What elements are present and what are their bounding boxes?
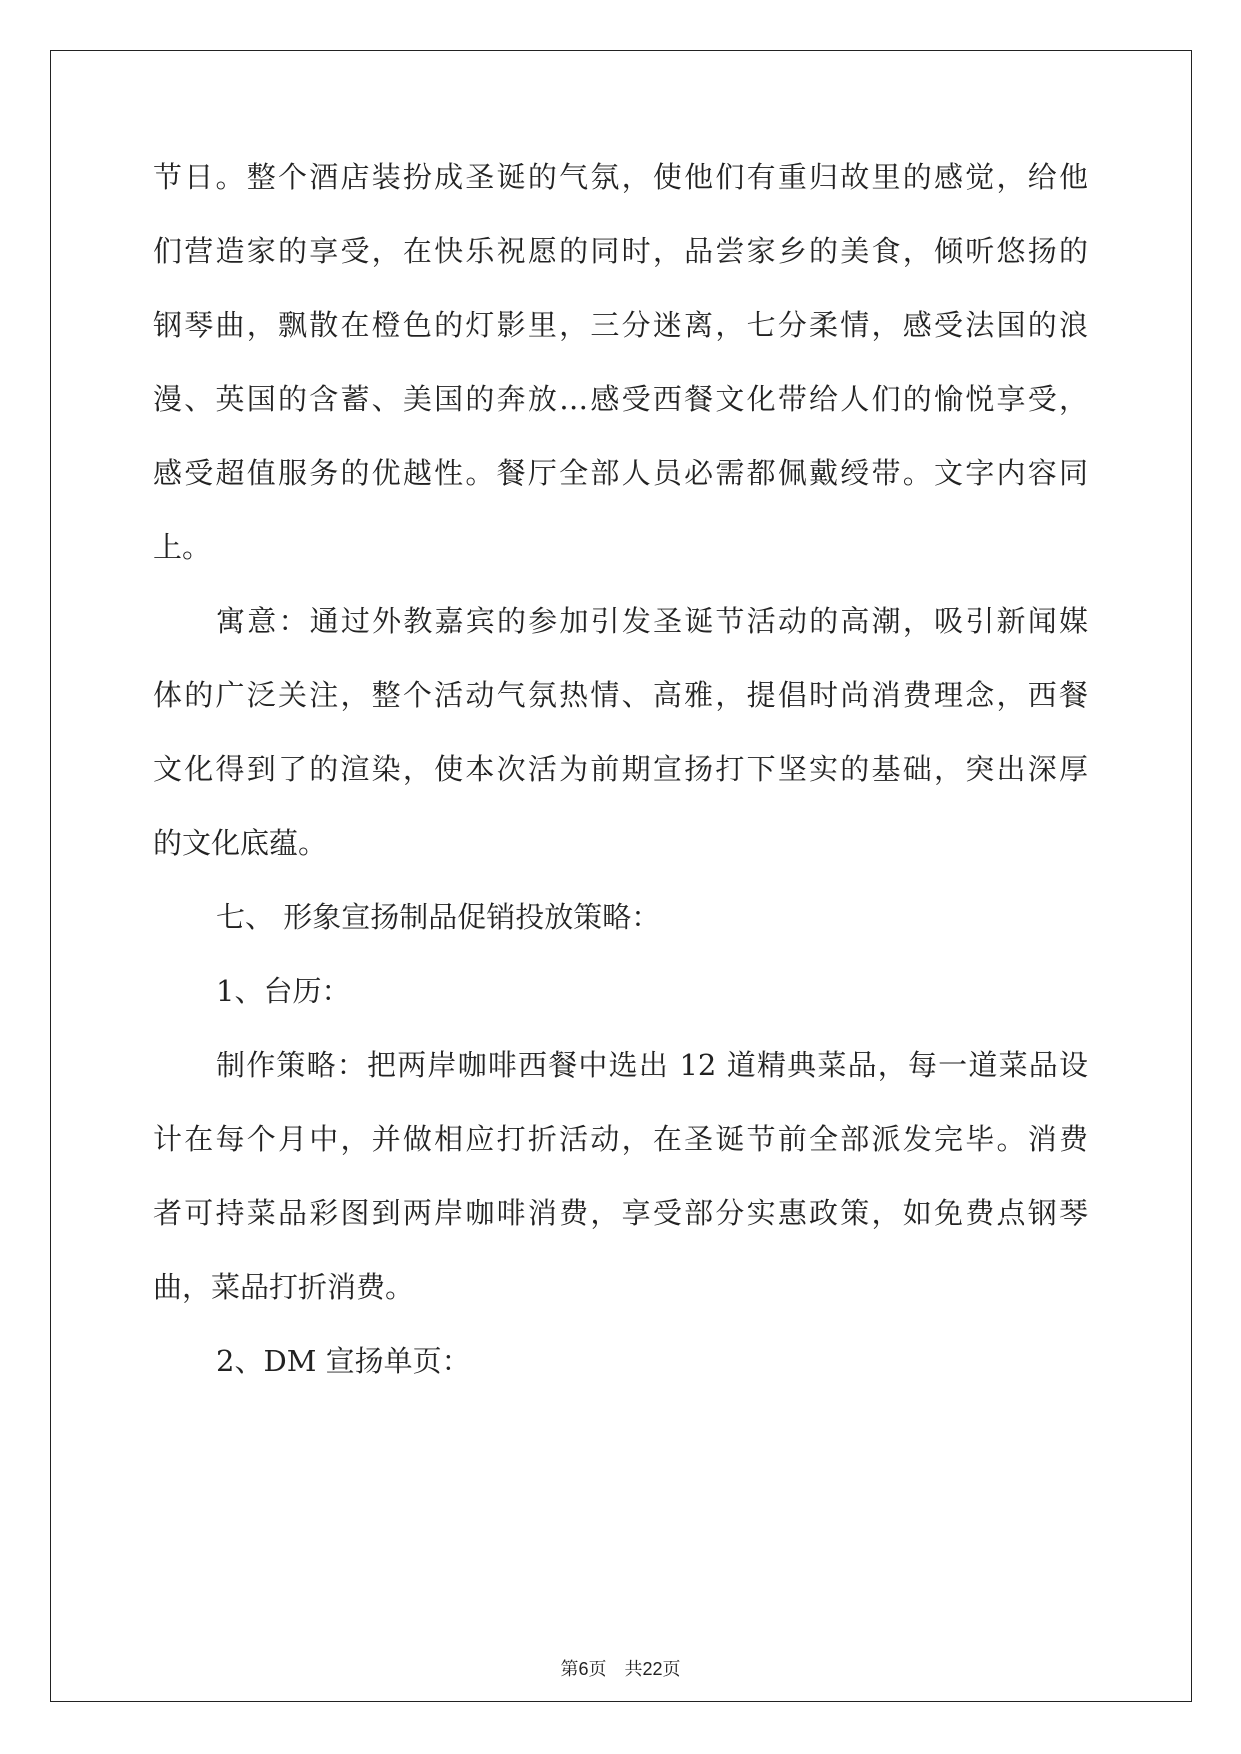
- body-line: 钢琴曲，飘散在橙色的灯影里，三分迷离，七分柔情，感受法国的浪: [153, 308, 1088, 342]
- section-heading: 七、 形象宣扬制品促销投放策略：: [216, 900, 661, 934]
- body-line: 的文化底蕴。: [153, 826, 328, 860]
- paragraph-first-line: 寓意：通过外教嘉宾的参加引发圣诞节活动的高潮，吸引新闻媒: [216, 604, 1088, 638]
- body-line: 上。: [153, 530, 212, 564]
- subsection-heading: 2、DM 宣扬单页：: [216, 1344, 471, 1378]
- page-suffix: 页: [588, 1659, 607, 1680]
- body-line: 曲，菜品打折消费。: [153, 1270, 415, 1304]
- body-line: 们营造家的享受，在快乐祝愿的同时，品尝家乡的美食，倾听悠扬的: [153, 234, 1088, 268]
- total-suffix: 页: [662, 1659, 681, 1680]
- body-line: 体的广泛关注，整个活动气氛热情、高雅，提倡时尚消费理念，西餐: [153, 678, 1088, 712]
- total-prefix: 共: [624, 1659, 643, 1680]
- paragraph-first-line: 制作策略：把两岸咖啡西餐中选出 12 道精典菜品，每一道菜品设: [216, 1048, 1088, 1082]
- page-prefix: 第: [560, 1659, 579, 1680]
- page-border: [50, 50, 1192, 1702]
- subsection-heading: 1、台历：: [216, 974, 351, 1008]
- body-line: 者可持菜品彩图到两岸咖啡消费，享受部分实惠政策，如免费点钢琴: [153, 1196, 1088, 1230]
- body-line: 节日。整个酒店装扮成圣诞的气氛，使他们有重归故里的感觉，给他: [153, 160, 1088, 194]
- body-line: 计在每个月中，并做相应打折活动，在圣诞节前全部派发完毕。消费: [153, 1122, 1088, 1156]
- body-line: 漫、英国的含蓄、美国的奔放…感受西餐文化带给人们的愉悦享受，: [153, 382, 1088, 416]
- page-current: 6: [578, 1659, 589, 1679]
- page-total: 22: [642, 1659, 663, 1679]
- body-line: 文化得到了的渲染，使本次活为前期宣扬打下坚实的基础，突出深厚: [153, 752, 1088, 786]
- page-footer: [0, 1655, 1241, 1681]
- body-line: 感受超值服务的优越性。餐厅全部人员必需都佩戴绶带。文字内容同: [153, 456, 1088, 490]
